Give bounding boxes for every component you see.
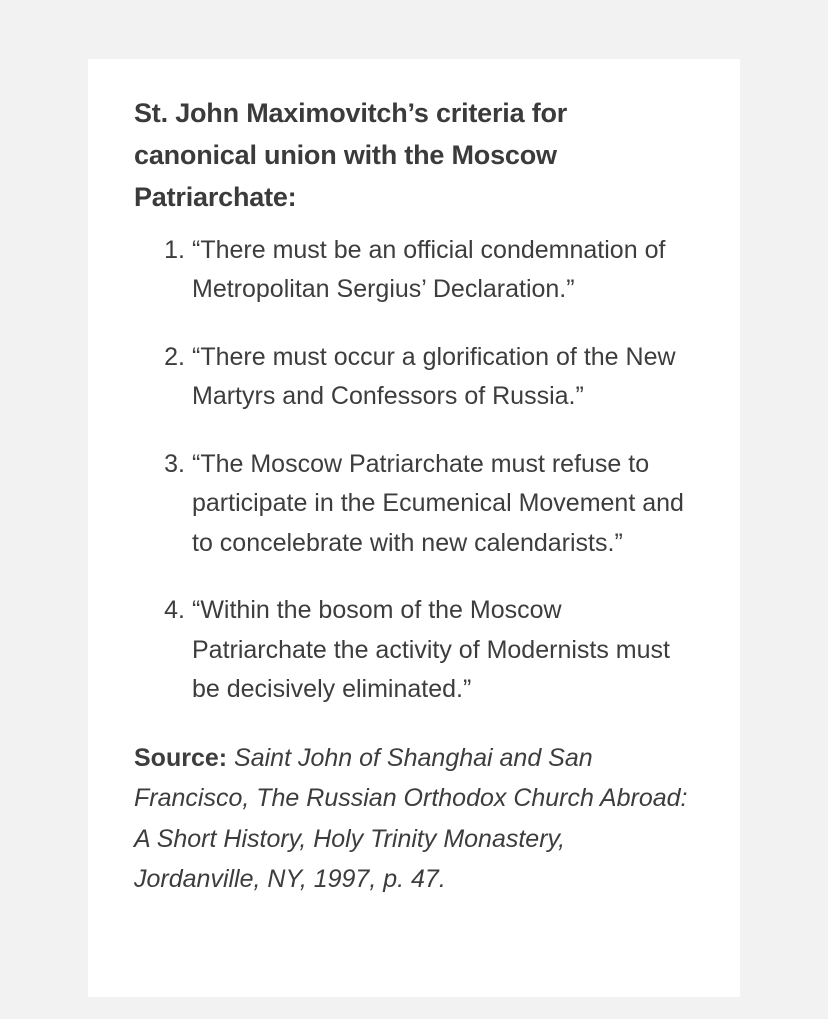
source-citation (134, 738, 692, 900)
page-title: St. John Maximovitch’s criteria for canonical union with the Moscow Patriarchate: (134, 98, 568, 212)
list-item: “There must occur a glorification of the New Martyrs and Confessors of Russia.” (192, 342, 676, 411)
document-card (88, 59, 740, 997)
list-item: “There must be an official condemnation of Metropolitan Sergius’ Declaration.” (192, 235, 666, 304)
source-reference: Saint John of Shanghai and San Francisco, The Russian Orthodox Church Abroad: A Short History, Holy Trinity Monastery, Jordanville, NY, 1997, p. 47. (134, 743, 688, 894)
list-item: “Within the bosom of the Moscow Patriarchate the activity of Modernists must be decisively eliminated.” (192, 596, 670, 704)
criteria-list (134, 231, 692, 710)
source-label: Source: (134, 743, 228, 772)
list-item: “The Moscow Patriarchate must refuse to participate in the Ecumenical Movement and to concelebrate with new calendarists.” (192, 449, 684, 557)
